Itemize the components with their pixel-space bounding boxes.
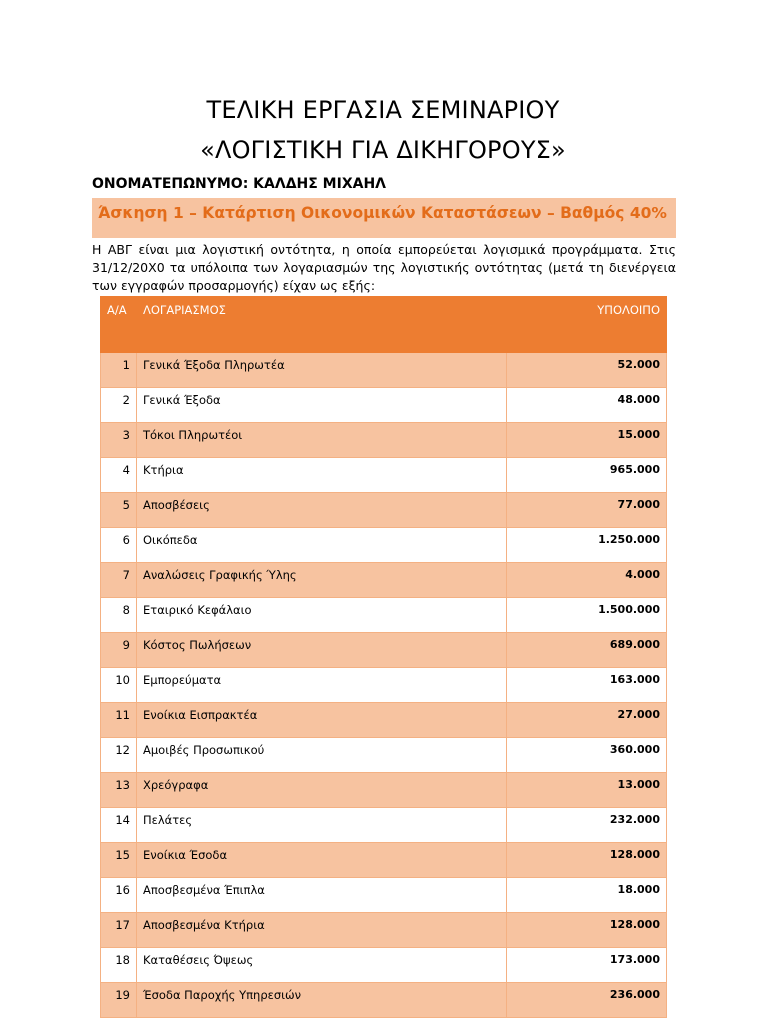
table-row xyxy=(101,633,667,668)
row-balance: 128.000 xyxy=(507,913,667,948)
row-balance: 48.000 xyxy=(507,388,667,423)
table-row xyxy=(101,458,667,493)
table-row xyxy=(101,528,667,563)
row-account: Οικόπεδα xyxy=(137,528,507,563)
row-number: 12 xyxy=(101,738,137,773)
student-name: ΟΝΟΜΑΤΕΠΩΝΥΜΟ: ΚΑΛΔΗΣ ΜΙΧΑΗΛ xyxy=(92,176,387,192)
row-account: Εταιρικό Κεφάλαιο xyxy=(137,598,507,633)
table-row xyxy=(101,493,667,528)
row-account: Κόστος Πωλήσεων xyxy=(137,633,507,668)
row-account: Αποσβεσμένα Έπιπλα xyxy=(137,878,507,913)
row-balance: 18.000 xyxy=(507,878,667,913)
table-row xyxy=(101,983,667,1018)
row-account: Αμοιβές Προσωπικού xyxy=(137,738,507,773)
table-row xyxy=(101,913,667,948)
row-balance: 13.000 xyxy=(507,773,667,808)
row-account: Εμπορεύματα xyxy=(137,668,507,703)
document-title: ΤΕΛΙΚΗ ΕΡΓΑΣΙΑ ΣΕΜΙΝΑΡΙΟΥ xyxy=(206,96,560,124)
row-account: Ενοίκια Έσοδα xyxy=(137,843,507,878)
row-balance: 77.000 xyxy=(507,493,667,528)
table-row xyxy=(101,353,667,388)
table-row xyxy=(101,423,667,458)
row-account: Πελάτες xyxy=(137,808,507,843)
accounts-table xyxy=(100,296,667,1018)
row-balance: 4.000 xyxy=(507,563,667,598)
row-number: 6 xyxy=(101,528,137,563)
row-balance: 965.000 xyxy=(507,458,667,493)
row-number: 11 xyxy=(101,703,137,738)
row-number: 13 xyxy=(101,773,137,808)
table-row xyxy=(101,878,667,913)
row-balance: 1.500.000 xyxy=(507,598,667,633)
row-balance: 689.000 xyxy=(507,633,667,668)
row-account: Γενικά Έξοδα xyxy=(137,388,507,423)
table-row xyxy=(101,843,667,878)
accounts-table-wrapper xyxy=(100,296,666,1018)
row-account: Γενικά Έξοδα Πληρωτέα xyxy=(137,353,507,388)
row-account: Κτήρια xyxy=(137,458,507,493)
row-number: 3 xyxy=(101,423,137,458)
row-number: 19 xyxy=(101,983,137,1018)
row-number: 8 xyxy=(101,598,137,633)
row-number: 2 xyxy=(101,388,137,423)
row-balance: 232.000 xyxy=(507,808,667,843)
exercise-title: Άσκηση 1 – Κατάρτιση Οικονομικών Καταστάσεων – Βαθμός 40% xyxy=(98,204,667,222)
header-aa: Α/Α xyxy=(101,297,137,353)
row-balance: 360.000 xyxy=(507,738,667,773)
table-row xyxy=(101,738,667,773)
row-balance: 236.000 xyxy=(507,983,667,1018)
row-number: 16 xyxy=(101,878,137,913)
row-number: 9 xyxy=(101,633,137,668)
row-balance: 1.250.000 xyxy=(507,528,667,563)
table-header-row xyxy=(101,297,667,353)
table-row xyxy=(101,668,667,703)
table-row xyxy=(101,703,667,738)
table-row xyxy=(101,773,667,808)
row-account: Αποσβεσμένα Κτήρια xyxy=(137,913,507,948)
row-account: Χρεόγραφα xyxy=(137,773,507,808)
table-row xyxy=(101,948,667,983)
row-number: 14 xyxy=(101,808,137,843)
row-account: Τόκοι Πληρωτέοι xyxy=(137,423,507,458)
row-account: Αποσβέσεις xyxy=(137,493,507,528)
accounts-table-body xyxy=(101,353,667,1018)
row-number: 17 xyxy=(101,913,137,948)
exercise-heading-band xyxy=(92,198,676,238)
row-number: 1 xyxy=(101,353,137,388)
table-row xyxy=(101,563,667,598)
row-balance: 128.000 xyxy=(507,843,667,878)
row-account: Έσοδα Παροχής Υπηρεσιών xyxy=(137,983,507,1018)
row-account: Καταθέσεις Όψεως xyxy=(137,948,507,983)
row-number: 18 xyxy=(101,948,137,983)
document-subtitle: «ΛΟΓΙΣΤΙΚΗ ΓΙΑ ΔΙΚΗΓΟΡΟΥΣ» xyxy=(200,136,566,164)
row-number: 5 xyxy=(101,493,137,528)
row-balance: 27.000 xyxy=(507,703,667,738)
row-balance: 15.000 xyxy=(507,423,667,458)
row-number: 4 xyxy=(101,458,137,493)
table-row xyxy=(101,388,667,423)
table-row xyxy=(101,598,667,633)
row-balance: 52.000 xyxy=(507,353,667,388)
row-account: Ενοίκια Εισπρακτέα xyxy=(137,703,507,738)
row-balance: 173.000 xyxy=(507,948,667,983)
table-row xyxy=(101,808,667,843)
row-number: 7 xyxy=(101,563,137,598)
row-balance: 163.000 xyxy=(507,668,667,703)
exercise-intro: Η ΑΒΓ είναι μια λογιστική οντότητα, η οποία εμπορεύεται λογισμικά προγράμματα. Στις 31/12/20Χ0 τα υπόλοιπα των λογαριασμών της λογιστικής οντότητας (μετά τη διενέργεια των εγγραφών προσαρμογής) είχαν ως εξής: xyxy=(92,242,676,293)
header-account: ΛΟΓΑΡΙΑΣΜΟΣ xyxy=(137,297,507,353)
row-account: Αναλώσεις Γραφικής Ύλης xyxy=(137,563,507,598)
header-balance: ΥΠΟΛΟΙΠΟ xyxy=(507,297,667,353)
row-number: 15 xyxy=(101,843,137,878)
row-number: 10 xyxy=(101,668,137,703)
